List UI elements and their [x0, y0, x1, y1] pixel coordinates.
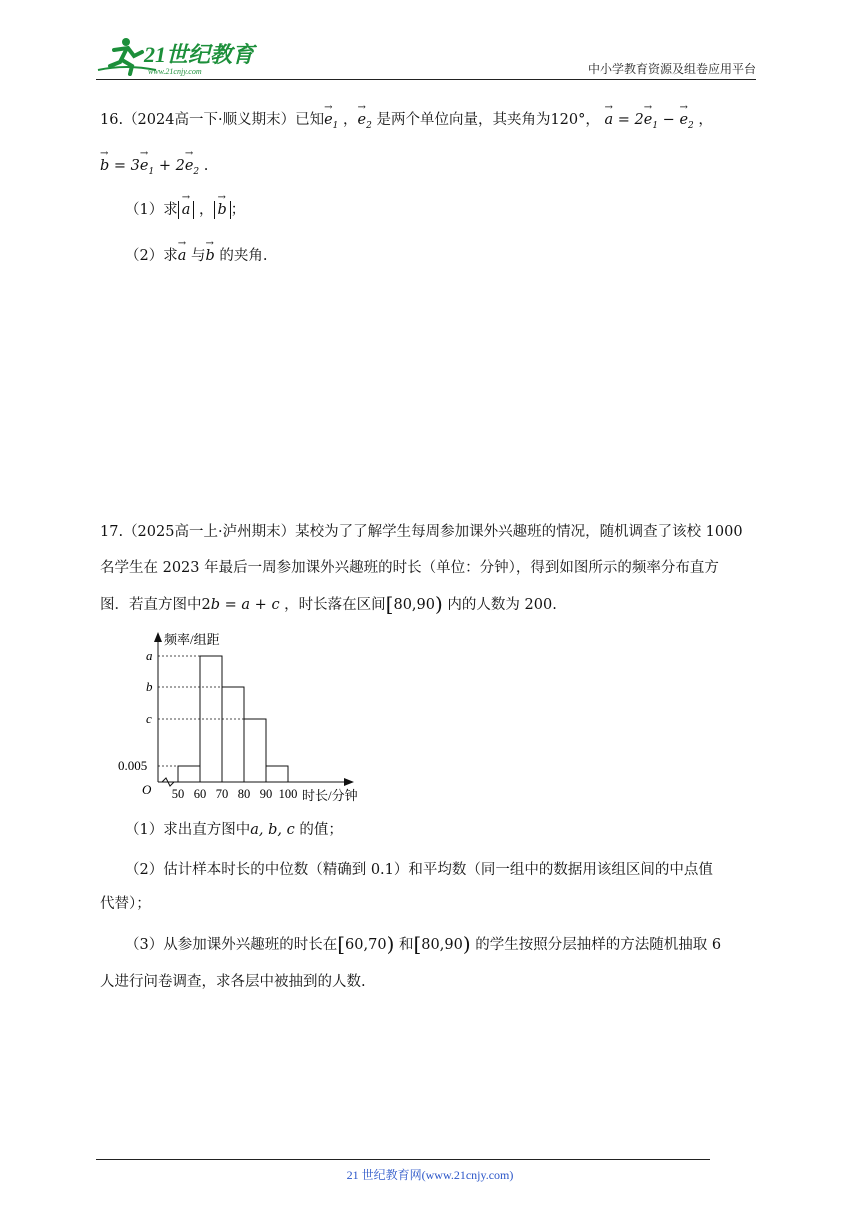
x-tick-label: 100: [278, 787, 298, 801]
q17-part1-end: 的值；: [299, 822, 343, 838]
histogram-bar: [222, 687, 244, 782]
q17-line3-c: 内的人数为 200.: [447, 597, 557, 613]
vector-e1: → $e_1$: [324, 110, 338, 136]
q17-vars: a, b, c: [250, 822, 295, 838]
y-tick-label: b: [146, 679, 153, 694]
q17-line1: [100, 522, 743, 542]
x-axis-arrow: [344, 778, 354, 786]
logo-url-text: www.21cnjy.com: [148, 67, 202, 76]
x-axis-label: 时长/分钟: [302, 788, 358, 803]
footer-text: 21 世纪教育网(www.21cnjy.com): [346, 1168, 514, 1182]
q17-line2: 名学生在 2023 年最后一周参加课外兴趣班的时长（单位：分钟），得到如图所示的频率分布直方: [100, 560, 719, 576]
q17-part1-label: （1）求出直方图中: [125, 822, 251, 838]
histogram-bar: [244, 719, 266, 782]
q16-part2-label: （2）求: [125, 248, 178, 264]
x-tick-label: 90: [259, 787, 273, 801]
q17-number: 17.: [100, 524, 124, 540]
q17-interval-1: [60,70): [337, 932, 395, 956]
q16-number: 16.: [100, 112, 124, 128]
q17-part3-mid: 和: [398, 937, 414, 953]
q17-interval-2: [80,90): [413, 932, 471, 956]
q16-part2-end: 的夹角.: [219, 248, 268, 264]
runner-icon: [96, 36, 266, 78]
q16-line1: 16.（2024高一下·顺义期末）已知→ $e_1$ ，→ $e_2$ 是两个单位向量，其夹角为120°， → $a = 2\to e_1$ − → $e_2$ ，: [100, 110, 713, 136]
y-axis-arrow: [154, 632, 162, 642]
q17-interval: [80,90): [385, 592, 443, 616]
q16-part1-label: （1）求: [125, 202, 178, 218]
q17-line3-b: ，时长落在区间: [284, 597, 386, 613]
q17-part3-line1: [125, 934, 721, 955]
q17-line3-a: 图．若直方图中: [100, 597, 202, 613]
y-axis-label: 频率/组距: [164, 632, 220, 647]
q17-line1-text: 某校为了了解学生每周参加课外兴趣班的情况，随机调查了该校 1000: [295, 524, 743, 540]
q16-part1: （1）求→ a ，→ b ；: [125, 200, 245, 220]
vector-a: → a: [178, 246, 187, 266]
origin-label: O: [142, 782, 152, 797]
abs-vector-a: → a: [178, 201, 195, 219]
q16-angle: 120°: [550, 112, 586, 128]
q17-equation: 2b = a + c: [201, 597, 280, 613]
q16-formula-b: → $b = 3\to e_1 + 2\to e_2$: [100, 158, 199, 174]
site-logo: [96, 36, 266, 78]
footer-divider: [96, 1159, 710, 1160]
frequency-histogram: [110, 624, 380, 810]
x-tick-label: 60: [193, 787, 207, 801]
q16-source: （2024高一下·顺义期末）: [123, 112, 296, 128]
x-tick-label: 80: [237, 787, 251, 801]
q17-part3-b: 的学生按照分层抽样的方法随机抽取 6: [475, 937, 722, 953]
q17-part1: [125, 820, 343, 840]
header-platform-text: 中小学教育资源及组卷应用平台: [587, 62, 756, 76]
q16-text-b: 是两个单位向量，其夹角为: [376, 112, 551, 128]
q17-line3: [100, 594, 557, 615]
logo-text: 21世纪教育: [144, 42, 255, 67]
q16-part2-mid: 与: [191, 248, 206, 264]
header-divider: [96, 79, 756, 80]
q17-part2-line2: 代替）；: [100, 896, 151, 912]
vector-e2: → $e_2$: [358, 110, 372, 136]
y-tick-label: c: [146, 711, 152, 726]
q17-source: （2025高一上·泸州期末）: [123, 524, 296, 540]
q16-part2: [125, 246, 268, 266]
vector-b: → b: [206, 246, 215, 266]
q17-part2-line1: （2）估计样本时长的中位数（精确到 0.1）和平均数（同一组中的数据用该组区间的中点值: [125, 862, 713, 878]
x-tick-label: 70: [215, 787, 229, 801]
q16-text-a: 已知: [295, 112, 325, 128]
y-tick-label: 0.005: [118, 758, 148, 773]
q16-part1-end: ；: [230, 202, 246, 218]
abs-vector-b: → b: [214, 201, 231, 219]
q16-formula-a: → $a = 2\to e_1$ − → $e_2$: [605, 112, 694, 128]
histogram-bar: [178, 766, 200, 782]
histogram-bar: [266, 766, 288, 782]
q17-part3-a: （3）从参加课外兴趣班的时长在: [125, 937, 338, 953]
y-tick-label: a: [146, 648, 153, 663]
q16-line2: → $b = 3\to e_1 + 2\to e_2$ .: [100, 156, 208, 182]
x-tick-label: 50: [171, 787, 185, 801]
q17-part3-line2: 人进行问卷调查，求各层中被抽到的人数.: [100, 974, 366, 990]
